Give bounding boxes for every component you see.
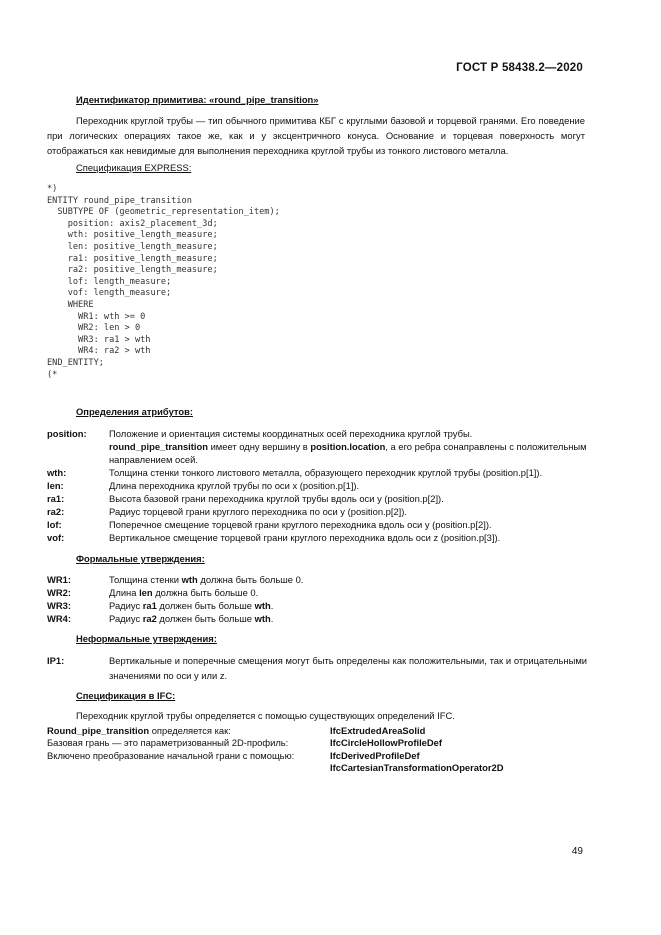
informal-propositions-heading: Неформальные утверждения: [76, 633, 217, 644]
definition-description: Поперечное смещение торцевой грани круглого переходника вдоль оси y (position.p[2]). [109, 519, 492, 530]
definition-description: Толщина стенки тонкого листового металла, образующего переходник круглой трубы (position.p[1]). [109, 467, 543, 478]
formal-propositions [47, 573, 587, 625]
code-line: WR3: ra1 > wth [47, 334, 151, 345]
intro-paragraph [47, 113, 585, 158]
code-line: SUBTYPE OF (geometric_representation_item); [47, 207, 280, 218]
formal-propositions-heading: Формальные утверждения: [76, 553, 205, 564]
definition-len [47, 479, 587, 492]
definition-ra1 [47, 492, 587, 505]
definition-description: Положение и ориентация системы координатных осей переходника круглой трубы. round_pipe_transition имеет одну вершину в position.location, а его ребра сонаправлены с положительным направлением осей. [109, 428, 587, 465]
ifc-row: Базовая грань — это параметризованный 2D-профиль: IfcCircleHollowProfileDef [47, 737, 443, 748]
ifc-row: IfcCartesianTransformationOperator2D [330, 762, 504, 773]
code-line: WHERE [47, 299, 94, 310]
ifc-row: Round_pipe_transition определяется как: IfcExtrudedAreaSolid [47, 724, 426, 736]
definition-description: Длина переходника круглой трубы по оси x (position.p[1]). [109, 480, 360, 491]
code-line: WR4: ra2 > wth [47, 346, 151, 357]
code-line: ENTITY round_pipe_transition [47, 195, 192, 206]
code-line: vof: length_measure; [47, 288, 172, 299]
code-line: *) [47, 184, 58, 194]
rule-wr4: WR4: Радиус ra2 должен быть больше wth. [47, 613, 274, 624]
ifc-specification-heading: Спецификация в IFC: [76, 690, 176, 701]
definition-term: ra1: [47, 493, 65, 504]
definition-vof [47, 531, 587, 544]
code-line: WR1: wth >= 0 [47, 311, 146, 322]
definition-wth [47, 466, 587, 479]
definition-term: vof: [47, 532, 65, 543]
ifc-intro-row: Переходник круглой трубы определяется с помощью существующих определений IFC. [76, 710, 455, 721]
rule-wr3: WR3: Радиус ra1 должен быть больше wth. [47, 600, 274, 611]
definition-description: Вертикальное смещение торцевой грани круглого переходника вдоль оси z (position.p[3]). [109, 532, 501, 543]
code-line: position: axis2_placement_3d; [47, 218, 218, 229]
definition-position [47, 427, 587, 466]
code-line: lof: length_measure; [47, 276, 172, 287]
definition-ra2 [47, 505, 587, 518]
definition-term: position: [47, 428, 87, 439]
code-line: len: positive_length_measure; [47, 241, 218, 252]
code-line: wth: positive_length_measure; [47, 230, 218, 241]
primitive-identifier-heading: Идентификатор примитива: «round_pipe_transition» [76, 94, 319, 105]
definition-term: lof: [47, 519, 62, 530]
page-number: 49 [571, 846, 583, 857]
standard-header: ГОСТ Р 58438.2—2020 [456, 62, 583, 74]
ifc-row: Включено преобразование начальной грани с помощью: IfcDerivedProfileDef [47, 749, 420, 761]
ifc-specification [47, 710, 607, 775]
rule-wr2: WR2: Длина len должна быть больше 0. [47, 587, 259, 598]
rule-ip1: IP1: Вертикальные и поперечные смещения могут быть определены как положительными, так и отрицательными значениями по оси y или z. [47, 655, 587, 681]
definition-term: ra2: [47, 506, 65, 517]
definition-description: Радиус торцевой грани круглого переходника по оси y (position.p[2]). [109, 506, 408, 517]
intro-text: Переходник круглой трубы — тип обычного примитива КБГ с круглыми базовой и торцевой гранями. Его поведение при логических операциях такое же, как и у эксцентричного конуса. Основание и торцевая поверхность могут отображаться как невидимые для выполнения переходника круглой трубы из тонкого листового металла. [47, 115, 585, 156]
definition-term: wth: [47, 467, 67, 478]
code-line: ra1: positive_length_measure; [47, 253, 218, 264]
rule-wr1: WR1: Толщина стенки wth должна быть больше 0. [47, 574, 304, 585]
definition-description: Высота базовой грани переходника круглой трубы вдоль оси y (position.p[2]). [109, 493, 444, 504]
attribute-definitions [47, 427, 587, 544]
code-line: (* [47, 369, 58, 380]
definition-lof [47, 518, 587, 531]
express-heading: Спецификация EXPRESS: [76, 162, 192, 173]
code-line: ra2: positive_length_measure; [47, 265, 218, 276]
code-line: WR2: len > 0 [47, 323, 141, 334]
definition-term: len: [47, 480, 64, 491]
informal-propositions [47, 653, 587, 683]
attributes-heading: Определения атрибутов: [76, 406, 193, 417]
express-code-block [47, 184, 280, 381]
code-line: END_ENTITY; [47, 357, 104, 368]
